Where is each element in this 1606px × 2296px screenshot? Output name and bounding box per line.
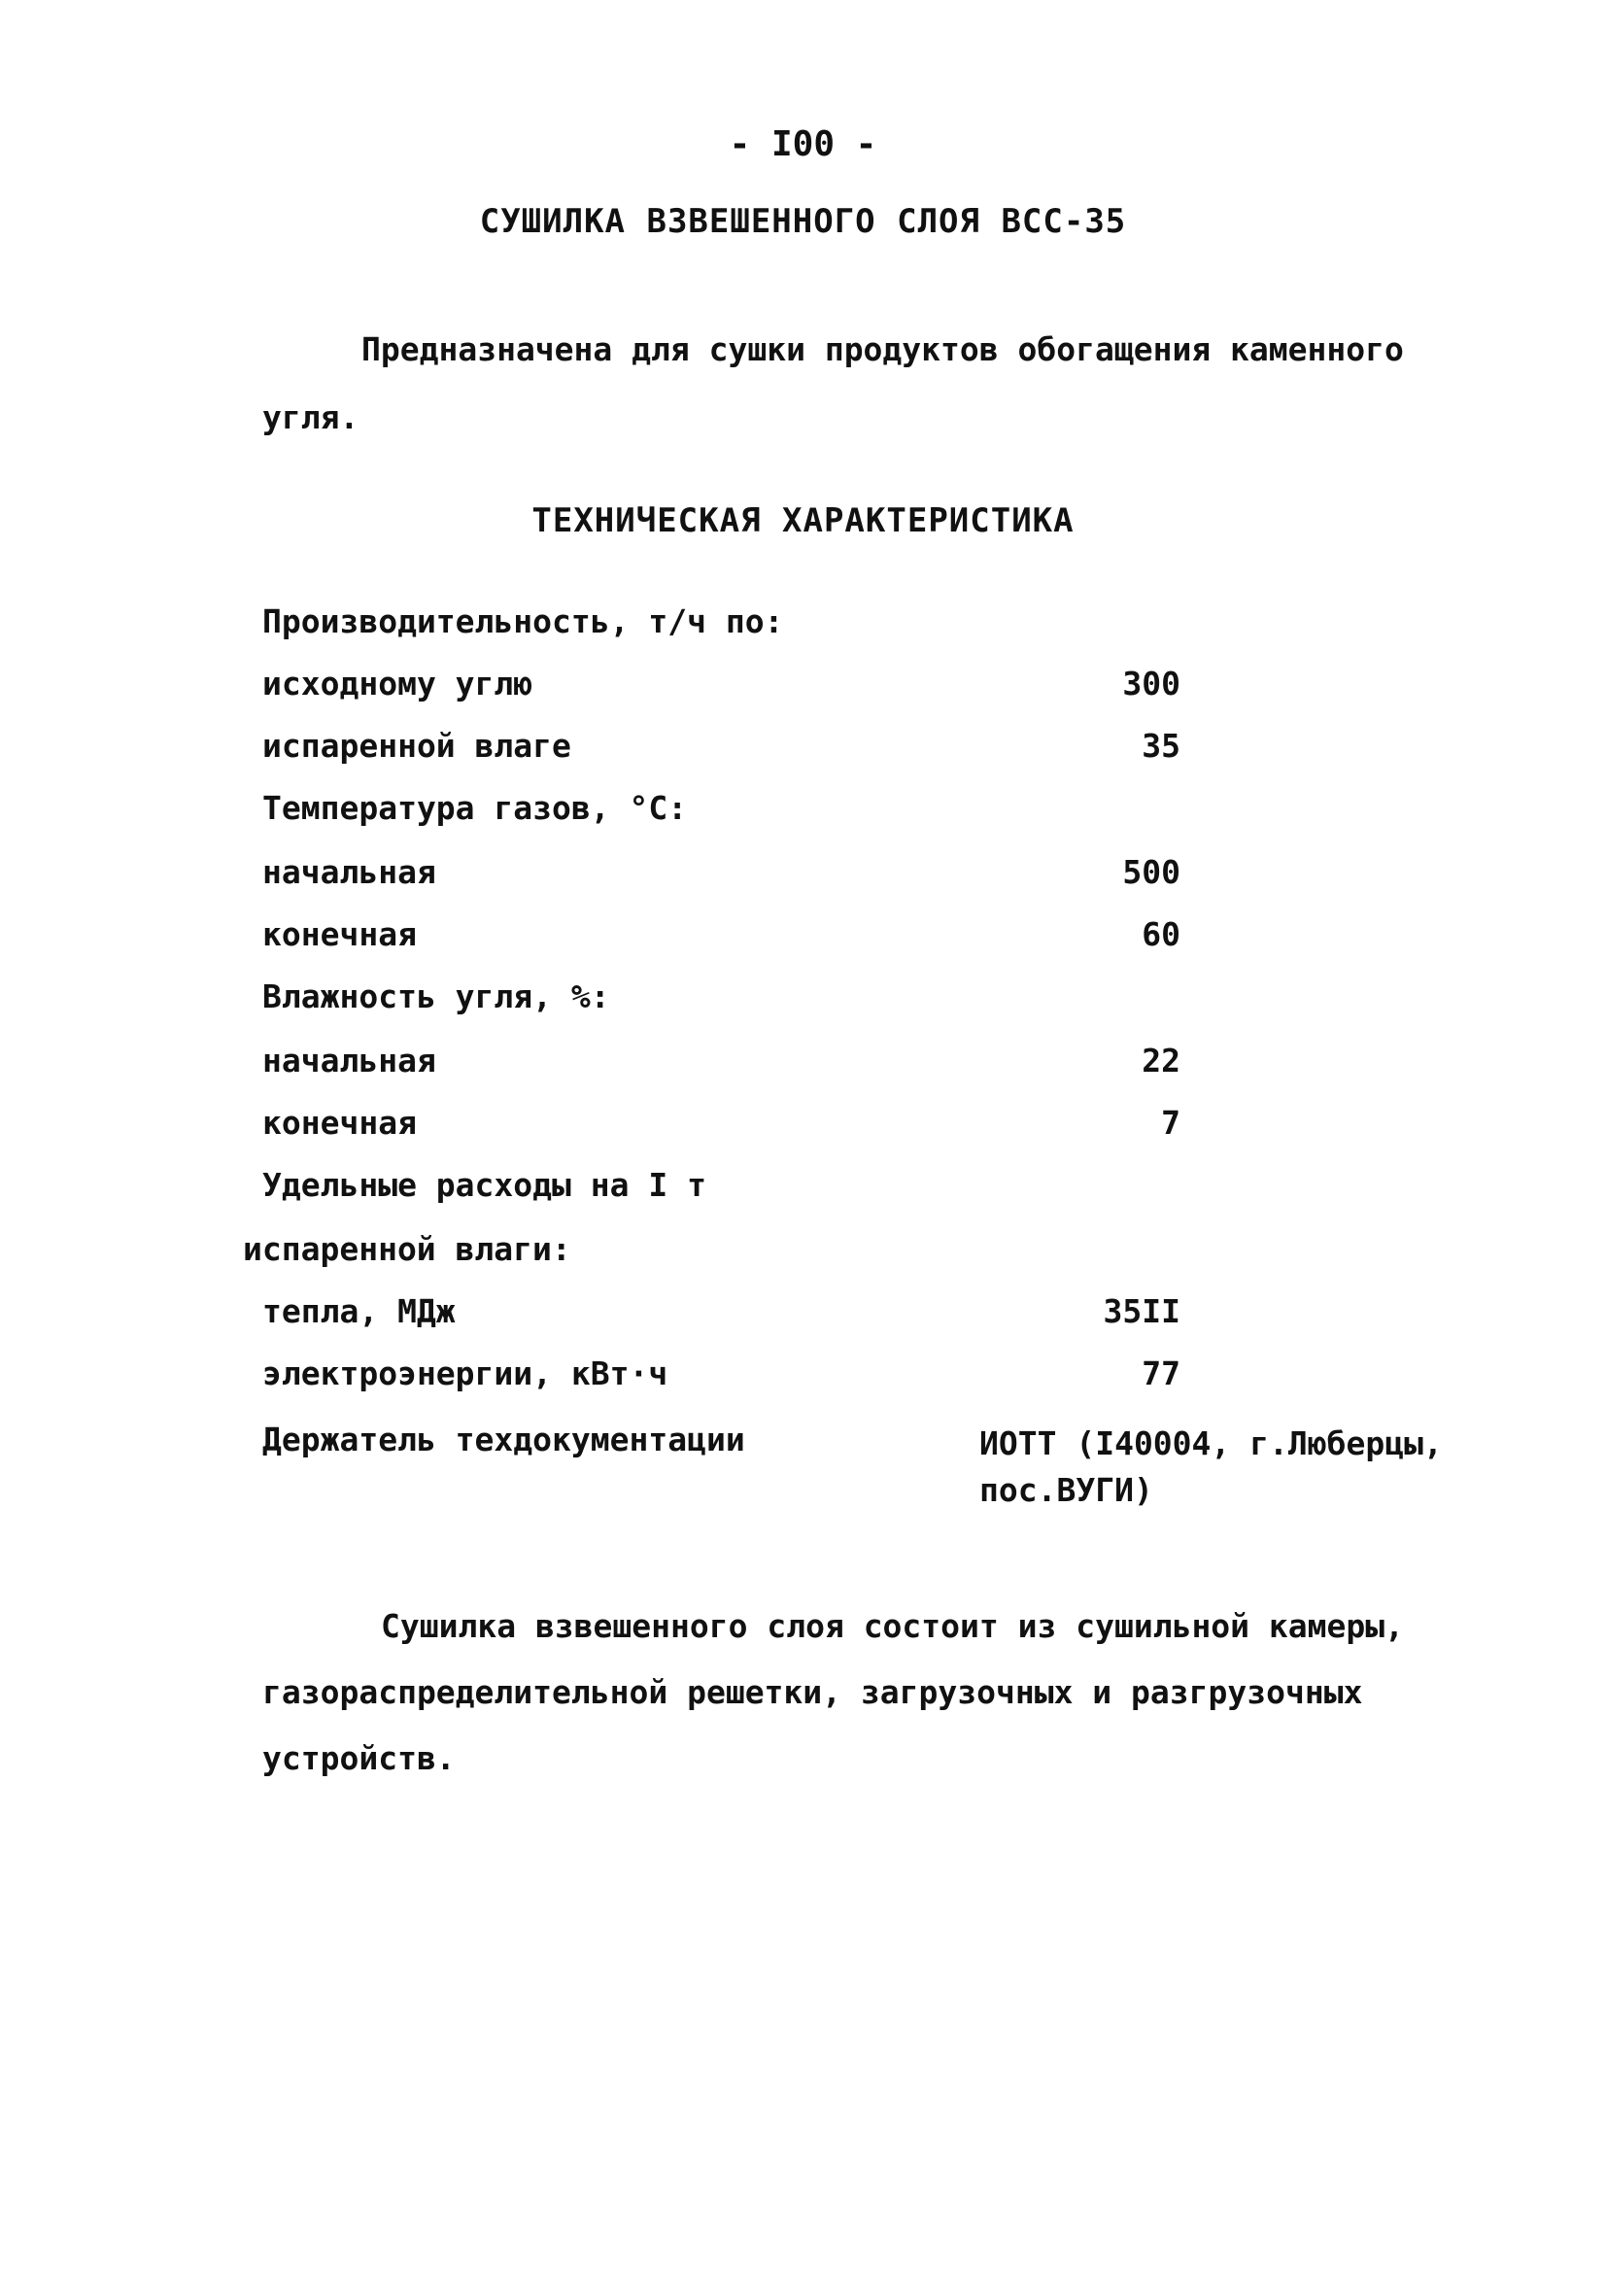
spec-value: 22 <box>1142 1042 1180 1079</box>
document-title: СУШИЛКА ВЗВЕШЕННОГО СЛОЯ ВСС-35 <box>479 202 1127 241</box>
spec-row <box>262 727 1477 775</box>
spec-label: Удельные расходы на I т <box>262 1166 706 1204</box>
spec-row <box>262 602 1477 651</box>
spec-label: Производительность, т/ч по: <box>262 602 784 640</box>
spec-row <box>262 853 1477 902</box>
spec-value: 300 <box>1122 665 1180 703</box>
spec-label: конечная <box>262 1104 417 1142</box>
spec-label: Температура газов, °С: <box>262 789 688 827</box>
spec-row <box>262 789 1477 838</box>
spec-value: 7 <box>1161 1104 1180 1142</box>
spec-row <box>262 1292 1477 1341</box>
spec-label: испаренной влаги: <box>243 1230 571 1268</box>
spec-value: 77 <box>1142 1354 1180 1392</box>
spec-label: конечная <box>262 915 417 953</box>
spec-heading: ТЕХНИЧЕСКАЯ ХАРАКТЕРИСТИКА <box>531 501 1075 540</box>
spec-row <box>243 1230 1457 1279</box>
closing-paragraph: Сушилка взвешенного слоя состоит из сушильной камеры, газораспределительной решетки, загрузочных и разгрузочных устройств. <box>262 1607 1404 1777</box>
spec-label: начальная <box>262 1042 436 1079</box>
intro-text-line-1: Предназначена для сушки продуктов обогащения каменного <box>361 330 1404 368</box>
spec-label: Влажность угля, %: <box>262 977 610 1015</box>
spec-row <box>262 1354 1477 1403</box>
page-number: - I00 - <box>729 124 877 164</box>
spec-label: тепла, МДж <box>262 1292 456 1330</box>
spec-label: исходному углю <box>262 665 533 703</box>
spec-row <box>262 977 1477 1026</box>
spec-value: 60 <box>1142 915 1180 953</box>
spec-row <box>262 1042 1477 1090</box>
documentation-holder-value: ИОТТ (I40004, г.Люберцы, пос.ВУГИ) <box>979 1424 1443 1509</box>
spec-label: электроэнергии, кВт·ч <box>262 1354 668 1392</box>
spec-row <box>262 665 1477 713</box>
spec-row <box>262 1104 1477 1152</box>
spec-label: начальная <box>262 853 436 891</box>
spec-value: 500 <box>1122 853 1180 891</box>
spec-value: 35 <box>1142 727 1180 765</box>
spec-value: 35II <box>1103 1292 1180 1330</box>
intro-text-line-2: угля. <box>262 398 359 436</box>
spec-row <box>262 915 1477 964</box>
spec-row <box>262 1166 1477 1215</box>
documentation-holder-label: Держатель техдокументации <box>262 1421 745 1458</box>
spec-label: испаренной влаге <box>262 727 571 765</box>
